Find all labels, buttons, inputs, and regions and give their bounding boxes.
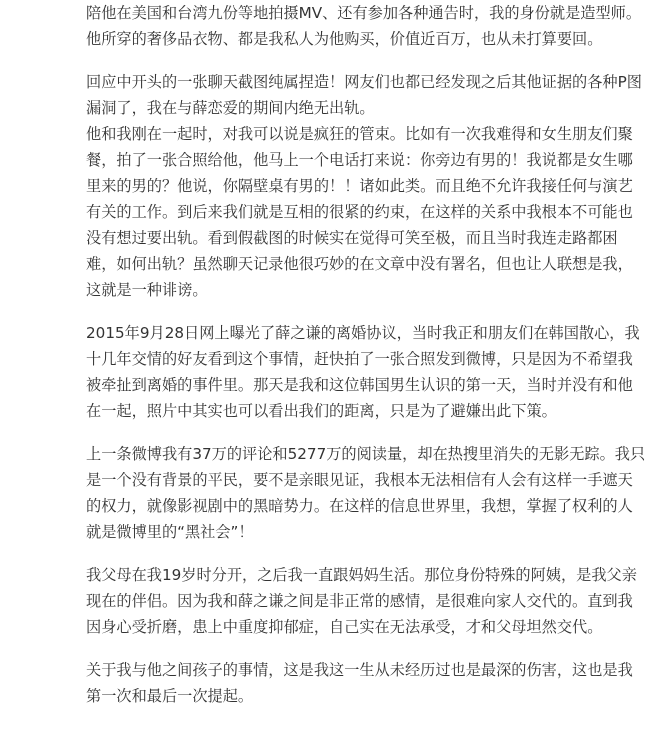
paragraph-2-line-9: 这就是一种诽谤。 bbox=[86, 281, 208, 299]
paragraph-2-line-7: 没有想过要出轨。看到假截图的时候实在觉得可笑至极，而且当时我连走路都困 bbox=[86, 229, 618, 247]
paragraph-gap bbox=[86, 303, 624, 320]
paragraph-4-line-3: 的权力，就像影视剧中的黑暗势力。在这样的信息世界里，我想，掌握了权利的人 bbox=[86, 497, 633, 515]
paragraph-2-line-3: 他和我刚在一起时，对我可以说是疯狂的管束。比如有一次我难得和女生朋友们聚 bbox=[86, 125, 633, 143]
paragraph-1-line-2: 他所穿的奢侈品衣物、都是我私人为他购买，价值近百万，也从未打算要回。 bbox=[86, 30, 603, 48]
paragraph-3-line-4: 在一起，照片中其实也可以看出我们的距离，只是为了避嫌出此下策。 bbox=[86, 402, 557, 420]
paragraph-2 bbox=[86, 69, 642, 303]
paragraph-3-line-2: 十几年交情的好友看到这个事情，赶快拍了一张合照发到微博，只是因为不希望我 bbox=[86, 350, 633, 368]
paragraph-2-line-6: 有关的工作。到后来我们就是互相的很紧的约束，在这样的关系中我根本不可能也 bbox=[86, 203, 633, 221]
paragraph-gap bbox=[86, 52, 624, 69]
paragraph-2-line-2: 漏洞了，我在与薛恋爱的期间内绝无出轨。 bbox=[86, 99, 375, 117]
paragraph-4-line-4: 就是微博里的“黑社会”！ bbox=[86, 523, 254, 541]
paragraph-2-line-8: 难，如何出轨？虽然聊天记录他很巧妙的在文章中没有署名，但也让人联想是我， bbox=[86, 255, 633, 273]
paragraph-6-line-2: 第一次和最后一次提起。 bbox=[86, 687, 254, 705]
paragraph-4-line-2: 是一个没有背景的平民，要不是亲眼见证，我根本无法相信有人会有这样一手遮天 bbox=[86, 471, 633, 489]
paragraph-6 bbox=[86, 657, 633, 709]
paragraph-2-line-4: 餐，拍了一张合照给他，他马上一个电话打来说：你旁边有男的！我说都是女生哪 bbox=[86, 151, 633, 169]
paragraph-3-line-1: 2015年9月28日网上曝光了薛之谦的离婚协议，当时我正和朋友们在韩国散心，我 bbox=[86, 324, 640, 342]
paragraph-6-line-1: 关于我与他之间孩子的事情，这是我这一生从未经历过也是最深的伤害，这也是我 bbox=[86, 661, 633, 679]
paragraph-1 bbox=[86, 0, 642, 52]
paragraph-5-line-1: 我父母在我19岁时分开，之后我一直跟妈妈生活。那位身份特殊的阿姨，是我父亲 bbox=[86, 566, 637, 584]
paragraph-1-line-1: 陪他在美国和台湾九份等地拍摄MV、还有参加各种通告时，我的身份就是造型师。 bbox=[86, 4, 642, 22]
paragraph-2-line-1: 回应中开头的一张聊天截图纯属捏造！网友们也都已经发现之后其他证据的各种P图 bbox=[86, 73, 642, 91]
paragraph-5-line-3: 因身心受折磨，患上中重度抑郁症，自己实在无法承受，才和父母坦然交代。 bbox=[86, 618, 603, 636]
paragraph-5 bbox=[86, 562, 637, 640]
paragraph-gap bbox=[86, 424, 624, 441]
paragraph-3-line-3: 被牵扯到离婚的事件里。那天是我和这位韩国男生认识的第一天，当时并没有和他 bbox=[86, 376, 633, 394]
paragraph-2-line-5: 里来的男的？他说，你隔壁桌有男的！！诸如此类。而且绝不允许我接任何与演艺 bbox=[86, 177, 633, 195]
paragraph-4 bbox=[86, 441, 646, 545]
paragraph-5-line-2: 现在的伴侣。因为我和薛之谦之间是非正常的感情，是很难向家人交代的。直到我 bbox=[86, 592, 633, 610]
paragraph-4-line-1: 上一条微博我有37万的评论和5277万的阅读量，却在热搜里消失的无影无踪。我只 bbox=[86, 445, 646, 463]
paragraph-3 bbox=[86, 320, 640, 424]
paragraph-gap bbox=[86, 545, 624, 562]
paragraph-gap bbox=[86, 640, 624, 657]
